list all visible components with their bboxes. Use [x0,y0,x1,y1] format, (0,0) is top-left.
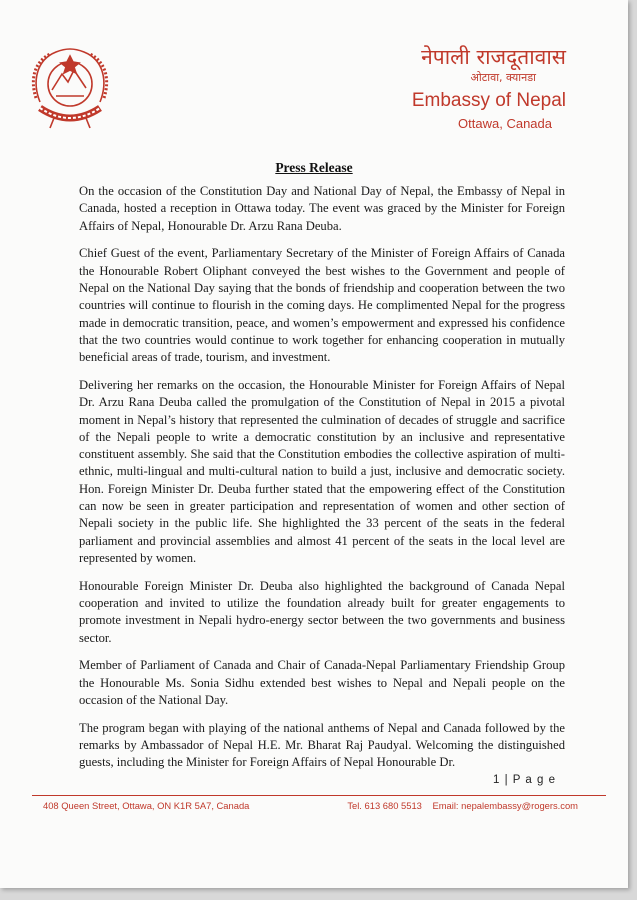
paragraph: On the occasion of the Constitution Day and National Day of Nepal, the Embassy of Nepal in Canada, hosted a reception in Ottawa today. The event was graced by the Minister for Foreign Affairs of Nepal, Honourable Dr. Arzu Rana Deuba. [79,184,565,233]
paragraph: Chief Guest of the event, Parliamentary Secretary of the Minister of Foreign Affairs of Canada the Honourable Robert Oliphant conveyed the best wishes to the Government and people of Nepal on the National Day saying that the bonds of friendship and cooperation between the two countries will continue to flourish in the coming days. He complimented Nepal for the progress made in democratic transition, peace, and women’s empowerment and expressed his confidence that the two countries would continue to work together for enhancing cooperation in mutually beneficial areas of trade, tourism, and investment. [79,246,565,365]
page-number: 1 | P a g e [492,774,556,786]
embassy-city-english: Ottawa, Canada [458,116,552,131]
letterhead [412,45,566,135]
nepal-emblem-icon [26,42,114,134]
document-body [79,183,565,782]
footer-email: Email: nepalembassy@rogers.com [432,800,578,811]
footer-contact [347,800,578,811]
paragraph: The program began with playing of the national anthems of Nepal and Canada followed by the remarks by Ambassador of Nepal H.E. Mr. Bharat Raj Paudyal. Welcoming the distinguished guests, including the Minister for Foreign Affairs of Nepal Honourable Dr. [79,720,565,770]
paragraph: Member of Parliament of Canada and Chair of Canada-Nepal Parliamentary Friendship Group the Honourable Ms. Sonia Sidhu extended best wishes to Nepal and Nepali people on the occasion of the National Day. [79,658,565,708]
embassy-name-english: Embassy of Nepal [411,90,566,111]
embassy-name-nepali: नेपाली राजदूतावास [421,45,566,69]
paragraph: Delivering her remarks on the occasion, the Honourable Minister for Foreign Affairs of Nepal Dr. Arzu Rana Deuba called the promulgation of the Constitution of Nepal in 2015 a pivotal moment in Nepal’s history that represented the culmination of decades of struggle and sacrifice of the Nepali people to write a democratic constitution by an inclusive and representative constituent assembly. She said that the Constitution embodies the collective aspiration of multi-ethnic, multi-lingual and multi-cultural nation to build a just, inclusive and democratic society. Hon. Foreign Minister Dr. Deuba further stated that the empowering effect of the Constitution can now be seen in greater participation and representation of women and other section of Nepali society in the public life. She highlighted the 33 percent of the seats in the federal parliament and provincial assemblies and almost 41 percent of the seats in the local level are represented by women. [79,377,565,565]
paragraph: Honourable Foreign Minister Dr. Deuba also highlighted the background of Canada Nepal cooperation and invited to utilize the foundation already built for greater engagements to promote investment in Nepali hydro-energy sector between the two governments and business sector. [79,578,565,645]
footer-telephone: Tel. 613 680 5513 [347,800,422,811]
embassy-city-nepali: ओटावा, क्यानडा [470,71,536,84]
footer-divider [32,795,606,796]
document-title: Press Release [275,160,353,175]
footer-address: 408 Queen Street, Ottawa, ON K1R 5A7, Canada [43,800,250,811]
